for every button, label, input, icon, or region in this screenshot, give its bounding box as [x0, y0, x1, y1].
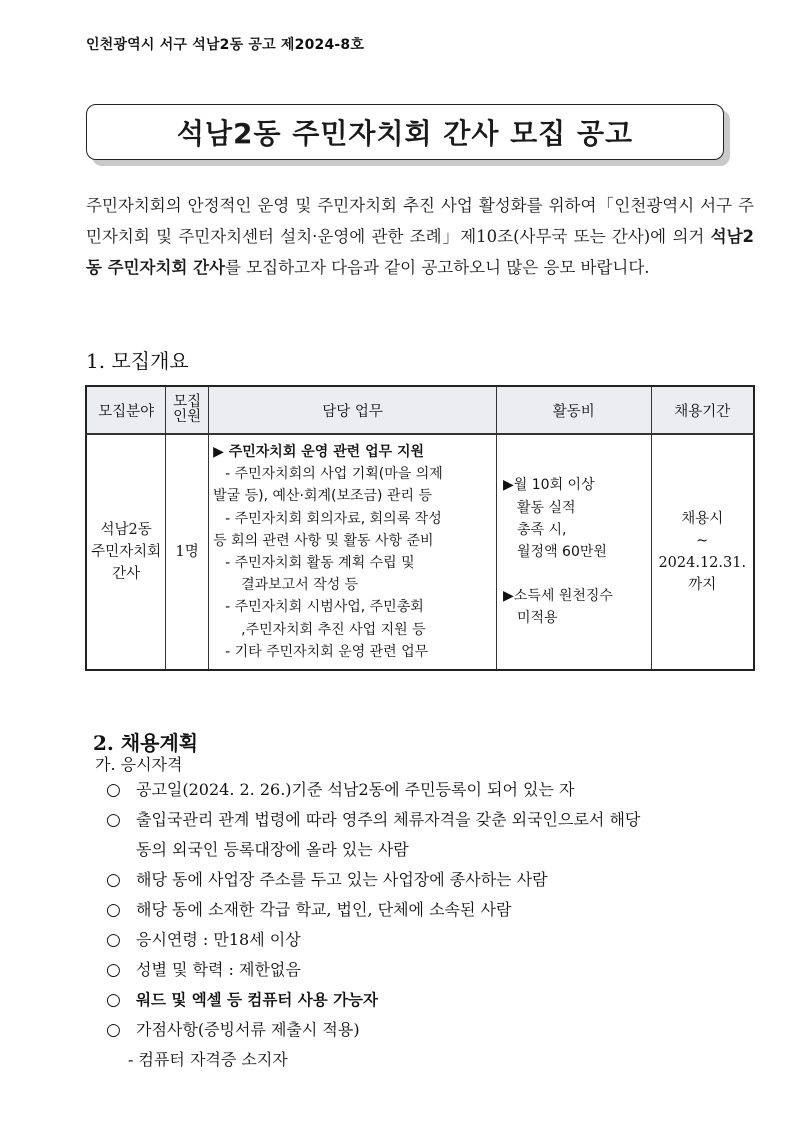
list-item-text: 해당 동에 사업장 주소를 두고 있는 사업장에 종사하는 사람	[136, 870, 548, 889]
list-item-text: 응시연령 : 만18세 이상	[136, 930, 301, 949]
circle-bullet-icon: ○	[106, 810, 121, 830]
field-line: 석남2동	[100, 522, 152, 539]
intro-text-1: 주민자치회의 안정적인 운영 및 주민자치회 추진 사업 활성화를 위하여「인천광역시 서구 주민자치회 및 주민자치센터 설치·운영에 관한 조례」제10조(사무국 또는 간사)에 의거	[86, 196, 754, 246]
circle-bullet-icon: ○	[106, 930, 121, 950]
list-item	[106, 895, 756, 925]
period-line: 채용시	[681, 511, 724, 528]
list-item-text: 출입국관리 관계 법령에 따라 영주의 체류자격을 갖춘 외국인으로서 해당	[136, 810, 641, 829]
header-period: 채용기간	[651, 386, 754, 434]
notice-number: 인천광역시 서구 석남2동 공고 제2024-8호	[86, 37, 365, 53]
list-item-continuation: 동의 외국인 등록대장에 올라 있는 사람	[136, 840, 409, 859]
duty-line: 결과보고서 작성 등	[241, 577, 359, 594]
circle-bullet-icon: ○	[106, 960, 121, 980]
circle-bullet-icon: ○	[106, 870, 121, 890]
duty-line: - 주민자치회 회의자료, 회의록 작성	[225, 510, 442, 527]
pay-item2: ▶소득세 원천징수	[503, 588, 613, 605]
field-line: 주민자치회	[91, 544, 162, 561]
duty-line: ,주민자치회 추진 사업 지원 등	[241, 621, 426, 638]
list-item	[106, 985, 756, 1015]
duty-line: - 주민자치회 시범사업, 주민총회	[225, 599, 424, 616]
intro-text-2: 를 모집하고자 다음과 같이 공고하오니 많은 응모 바랍니다.	[225, 258, 650, 277]
title-box	[86, 104, 724, 160]
duty-line: 등 회의 관련 사항 및 활동 사항 준비	[213, 532, 434, 549]
list-item	[106, 925, 756, 955]
table-header-row	[86, 386, 754, 434]
list-item-text: 가점사항(증빙서류 제출시 적용)	[136, 1020, 360, 1039]
period-line: ~	[696, 533, 709, 550]
circle-bullet-icon: ○	[106, 990, 121, 1010]
header-people	[166, 386, 209, 434]
intro-paragraph	[86, 190, 754, 283]
pay-item1: ▶월 10회 이상	[503, 477, 595, 494]
list-item-text: 공고일(2024. 2. 26.)기준 석남2동에 주민등록이 되어 있는 자	[136, 780, 575, 799]
intro-bold-text: 석남2동 주민자치회 간사	[86, 227, 754, 277]
header-pay: 활동비	[497, 386, 651, 434]
pay-item2-sub: 미적용	[517, 610, 558, 627]
pay-item1-sub: 총족 시,	[517, 521, 567, 538]
section2-subheading: 가. 응시자격	[95, 755, 183, 774]
pay-item1-sub: 활동 실적	[517, 499, 576, 516]
duty-line: 발굴 등), 예산·회계(보조금) 관리 등	[213, 488, 432, 505]
duty-line: - 주민자치회의 사업 기획(마을 의제	[225, 466, 443, 483]
pay-item1-sub: 월정액 60만원	[517, 544, 607, 561]
duty-line: - 기타 주민자치회 운영 관련 업무	[225, 643, 429, 660]
cell-duties	[209, 434, 497, 670]
list-item-text: 해당 동에 소재한 각급 학교, 법인, 단체에 소속된 사람	[136, 900, 512, 919]
section2-heading: 2. 채용계획	[93, 731, 199, 755]
list-item	[106, 1015, 756, 1045]
list-item	[106, 955, 756, 985]
header-people-line2: 인원	[173, 409, 202, 425]
cell-people: 1명	[166, 434, 209, 670]
cell-field	[86, 434, 166, 670]
list-item-text: 성별 및 학력 : 제한없음	[136, 960, 301, 979]
duty-line: - 주민자치회 활동 계획 수립 및	[225, 555, 415, 572]
period-line: 2024.12.31.	[658, 555, 747, 572]
field-line: 간사	[112, 566, 141, 583]
list-item-text-bold: 워드 및 엑셀 등 컴퓨터 사용 가능자	[136, 991, 379, 1009]
table-row	[86, 434, 754, 670]
header-duties: 담당 업무	[209, 386, 497, 434]
cell-pay	[497, 434, 651, 670]
circle-bullet-icon: ○	[106, 780, 121, 800]
cell-period	[651, 434, 754, 670]
section1-heading: 1. 모집개요	[86, 349, 189, 373]
duties-head: ▶ 주민자치회 운영 관련 업무 지원	[213, 444, 425, 460]
qualification-list	[106, 775, 756, 1075]
recruitment-overview-table	[85, 385, 755, 671]
list-item	[106, 775, 756, 805]
circle-bullet-icon: ○	[106, 900, 121, 920]
circle-bullet-icon: ○	[106, 1020, 121, 1040]
list-item	[106, 865, 756, 895]
header-field: 모집분야	[86, 386, 166, 434]
page-title: 석남2동 주민자치회 간사 모집 공고	[176, 117, 634, 150]
period-line: 까지	[688, 577, 717, 594]
list-sub-item: - 컴퓨터 자격증 소지자	[128, 1050, 288, 1069]
list-item	[106, 805, 756, 835]
header-people-line1: 모집	[173, 394, 202, 410]
